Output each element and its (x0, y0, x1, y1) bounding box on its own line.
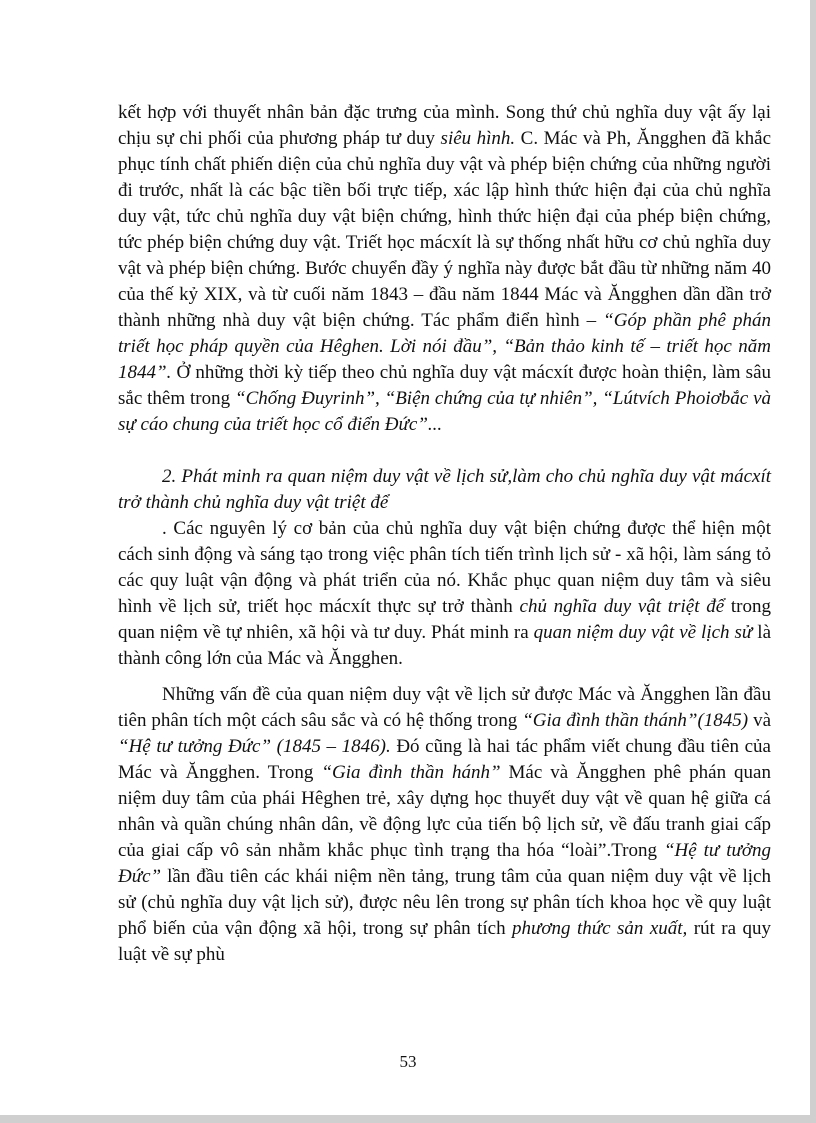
page-edge-shadow (810, 0, 816, 1123)
text-run: và (748, 710, 772, 731)
text-run: C. Mác và Ph, Ăngghen đã khắc phục tính chất phiến diện của chủ nghĩa duy vật và phép biện chứng của những người đi trước, nhất là các bậc tiền bối trực tiếp, xác lập hình thức hiện đại của chủ nghĩa duy vật, tức chủ nghĩa duy vật biện chứng, hình thức hiện đại của phép biện chứng, tức phép biện chứng duy vật. Triết học mácxít là sự thống nhất hữu cơ chủ nghĩa duy vật và phép biện chứng. Bước chuyển đầy ý nghĩa này được bắt đầu từ những năm 40 của thế kỷ XIX, và từ cuối năm 1843 – đầu năm 1844 Mác và Ăngghen dần dần trở thành những nhà duy vật biện chứng. Tác phẩm điển hình – (118, 128, 772, 331)
paragraph (118, 682, 771, 968)
italic-text: “Hệ tư tưởng Đức” (118, 840, 771, 887)
italic-text: siêu hình. (440, 128, 516, 149)
page-number: 53 (399, 1052, 417, 1071)
italic-text: “Hệ tư tưởng Đức” (1845 – 1846). (118, 736, 391, 757)
text-run: . Các nguyên lý cơ bản của chủ nghĩa duy vật biện chứng được thể hiện một cách sinh động và sáng tạo trong việc phân tích tiến trình lịch sử - xã hội, làm sáng tỏ các quy luật vận động và phát triển của nó. Khắc phục quan niệm duy tâm và siêu hình về lịch sử, triết học mácxít thực sự trở thành (118, 518, 771, 617)
paragraph (118, 100, 771, 438)
body-text (118, 100, 771, 968)
text-run: Ở những thời kỳ tiếp theo chủ nghĩa duy vật mácxít được hoàn thiện, làm sâu sắc thêm trong (118, 362, 771, 409)
text-run: rút ra quy luật về sự phù (118, 918, 771, 965)
italic-text: phương thức sản xuất, (512, 918, 688, 939)
italic-text: “Gia đình thần hánh” (321, 762, 501, 783)
italic-text: “Chống Đuyrinh”, “Biện chứng của tự nhiên”, “Lútvích Phoiơbắc và sự cáo chung của triết học cổ điển Đức”... (118, 388, 772, 435)
page-edge-shadow-bottom (0, 1115, 816, 1123)
italic-text: “Gia đình thần thánh”(1845) (522, 710, 749, 731)
text-run: Mác và Ăngghen phê phán quan niệm duy tâm của phái Hêghen trẻ, xây dựng học thuyết duy vật về quan hệ giữa cá nhân và quần chúng nhân dân, về động lực của tiến bộ lịch sử, về đấu tranh giai cấp của giai cấp vô sản nhằm khắc phục tình trạng tha hóa “loài”.Trong (118, 762, 771, 861)
italic-text: quan niệm duy vật về lịch sử (533, 622, 753, 643)
text-run: kết hợp với thuyết nhân bản đặc trưng của mình. Song thứ chủ nghĩa duy vật ấy lại chịu sự chi phối của phương pháp tư duy (118, 102, 771, 149)
text-run: trong quan niệm về tự nhiên, xã hội và tư duy. Phát minh ra (118, 596, 771, 643)
text-run: Những vấn đề của quan niệm duy vật về lịch sử được Mác và Ăngghen lần đầu tiên phân tích một cách sâu sắc và có hệ thống trong (118, 684, 771, 731)
text-run: là thành công lớn của Mác và Ăngghen. (118, 622, 772, 669)
section-heading: 2. Phát minh ra quan niệm duy vật về lịch sử,làm cho chủ nghĩa duy vật mácxít trở thành chủ nghĩa duy vật triệt để (118, 466, 771, 513)
paragraph (118, 516, 771, 672)
italic-text: chủ nghĩa duy vật triệt để (519, 596, 725, 617)
italic-text: “Góp phần phê phán triết học pháp quyền của Hêghen. Lời nói đầu”, “Bản thảo kinh tế – triết học năm 1844”. (118, 310, 771, 383)
text-run: lần đầu tiên các khái niệm nền tảng, trung tâm của quan niệm duy vật về lịch sử (chủ nghĩa duy vật lịch sử), được nêu lên trong sự phân tích khoa học về quy luật phổ biến của vận động xã hội, trong sự phân tích (118, 866, 771, 939)
text-run: Đó cũng là hai tác phẩm viết chung đầu tiên của Mác và Ăngghen. Trong (118, 736, 771, 783)
